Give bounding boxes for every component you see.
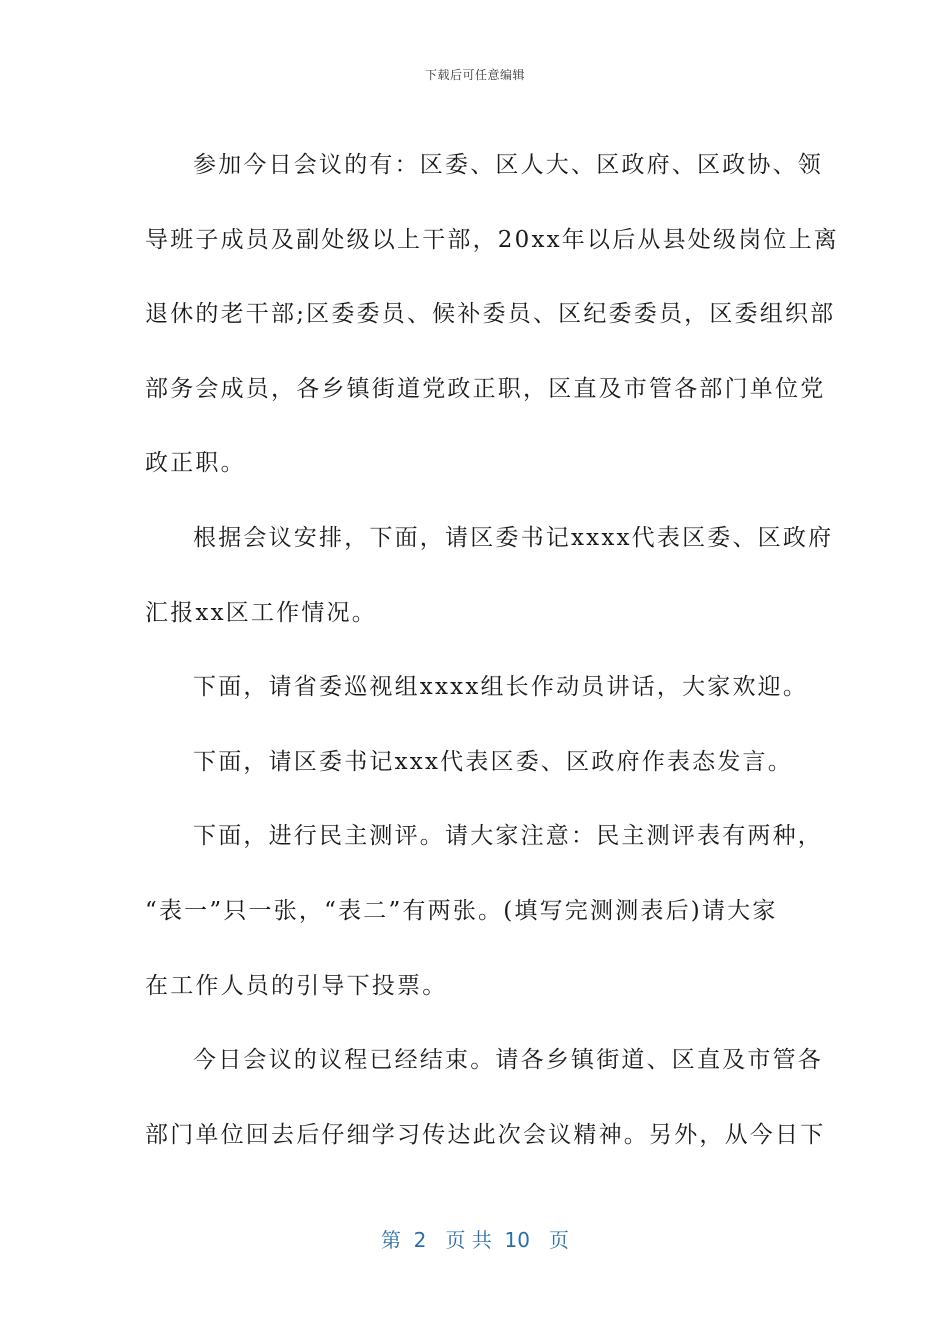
body-line: 今日会议的议程已经结束。请各乡镇街道、区直及市管各: [193, 1047, 823, 1074]
body-line: 部门单位回去后仔细学习传达此次会议精神。另外，从今日下: [145, 1121, 826, 1148]
page-footer: 第 2 页 共 10 页: [380, 1228, 570, 1252]
body-line: “表一”只一张，“表二”有两张。(填写完测测表后)请大家: [145, 897, 778, 924]
body-line: 参加今日会议的有：区委、区人大、区政府、区政协、领: [193, 152, 823, 178]
body-line: 导班子成员及副处级以上干部，20xx年以后从县处级岗位上离: [145, 226, 840, 253]
body-line: 下面，请区委书记xxx代表区委、区政府作表态发言。: [193, 748, 793, 775]
body-line: 在工作人员的引导下投票。: [145, 972, 448, 999]
body-line: 汇报xx区工作情况。: [145, 599, 377, 626]
body-line: 退休的老干部;区委委员、候补委员、区纪委委员，区委组织部: [145, 301, 836, 328]
page-header: 下载后可任意编辑: [424, 68, 525, 82]
body-line: 部务会成员，各乡镇街道党政正职，区直及市管各部门单位党: [145, 375, 826, 402]
body-line: 下面，进行民主测评。请大家注意：民主测评表有两种，: [193, 823, 823, 850]
body-line: 下面，请省委巡视组xxxx组长作动员讲话，大家欢迎。: [193, 674, 809, 701]
body-line: 政正职。: [145, 450, 246, 477]
body-line: 根据会议安排，下面，请区委书记xxxx代表区委、区政府: [193, 524, 834, 551]
document-body: [145, 128, 840, 1172]
